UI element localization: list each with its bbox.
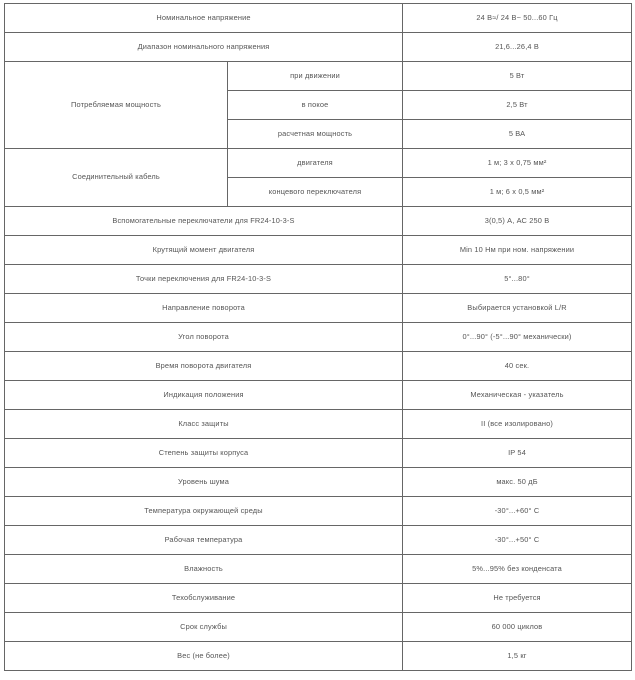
spec-label: Температура окружающей среды — [5, 497, 403, 526]
spec-value: 5 Вт — [403, 62, 632, 91]
table-row — [5, 294, 632, 323]
spec-label: Точки переключения для FR24-10-3-S — [5, 265, 403, 294]
spec-value: -30°...+50° С — [403, 526, 632, 555]
spec-label: Уровень шума — [5, 468, 403, 497]
spec-value: 5%...95% без конденсата — [403, 555, 632, 584]
spec-value: Min 10 Нм при ном. напряжении — [403, 236, 632, 265]
spec-value: Механическая - указатель — [403, 381, 632, 410]
spec-label: Индикация положения — [5, 381, 403, 410]
spec-value: 2,5 Вт — [403, 91, 632, 120]
table-row — [5, 207, 632, 236]
table-row — [5, 381, 632, 410]
table-row — [5, 265, 632, 294]
spec-value: 1,5 кг — [403, 642, 632, 671]
spec-label: Техобслуживание — [5, 584, 403, 613]
spec-value: 24 В≈/ 24 В~ 50...60 Гц — [403, 4, 632, 33]
table-row — [5, 149, 632, 178]
table-row — [5, 526, 632, 555]
spec-group-label: Потребляемая мощность — [5, 62, 228, 149]
spec-label: Рабочая температура — [5, 526, 403, 555]
spec-value: 3(0,5) А, АС 250 В — [403, 207, 632, 236]
spec-sublabel: двигателя — [228, 149, 403, 178]
spec-value: Выбирается установкой L/R — [403, 294, 632, 323]
table-row — [5, 497, 632, 526]
spec-value: 60 000 циклов — [403, 613, 632, 642]
spec-sublabel: в покое — [228, 91, 403, 120]
table-row — [5, 323, 632, 352]
table-row — [5, 439, 632, 468]
table-row — [5, 468, 632, 497]
spec-label: Диапазон номинального напряжения — [5, 33, 403, 62]
specifications-table — [4, 3, 632, 671]
table-row — [5, 62, 632, 91]
spec-label: Время поворота двигателя — [5, 352, 403, 381]
spec-value: 21,6...26,4 В — [403, 33, 632, 62]
spec-label: Класс защиты — [5, 410, 403, 439]
spec-label: Вес (не более) — [5, 642, 403, 671]
spec-value: Не требуется — [403, 584, 632, 613]
spec-label: Угол поворота — [5, 323, 403, 352]
spec-label: Влажность — [5, 555, 403, 584]
spec-sublabel: расчетная мощность — [228, 120, 403, 149]
spec-label: Степень защиты корпуса — [5, 439, 403, 468]
spec-label: Вспомогательные переключатели для FR24-10-3-S — [5, 207, 403, 236]
spec-value: 0°...90° (-5°...90° механически) — [403, 323, 632, 352]
spec-value: 40 сек. — [403, 352, 632, 381]
spec-value: 1 м; 3 х 0,75 мм² — [403, 149, 632, 178]
table-row — [5, 33, 632, 62]
spec-value: макс. 50 дБ — [403, 468, 632, 497]
spec-sublabel: при движении — [228, 62, 403, 91]
table-row — [5, 642, 632, 671]
spec-value: II (все изолировано) — [403, 410, 632, 439]
spec-value: 5 ВА — [403, 120, 632, 149]
spec-label: Направление поворота — [5, 294, 403, 323]
table-row — [5, 555, 632, 584]
spec-label: Номинальное напряжение — [5, 4, 403, 33]
table-row — [5, 236, 632, 265]
spec-label: Крутящий момент двигателя — [5, 236, 403, 265]
spec-value: 5°...80° — [403, 265, 632, 294]
table-row — [5, 613, 632, 642]
spec-group-label: Соединительный кабель — [5, 149, 228, 207]
spec-sublabel: концевого переключателя — [228, 178, 403, 207]
table-row — [5, 352, 632, 381]
table-row — [5, 410, 632, 439]
table-row — [5, 4, 632, 33]
spec-value: IP 54 — [403, 439, 632, 468]
spec-value: -30°...+60° С — [403, 497, 632, 526]
table-row — [5, 584, 632, 613]
spec-value: 1 м; 6 х 0,5 мм² — [403, 178, 632, 207]
spec-label: Срок службы — [5, 613, 403, 642]
